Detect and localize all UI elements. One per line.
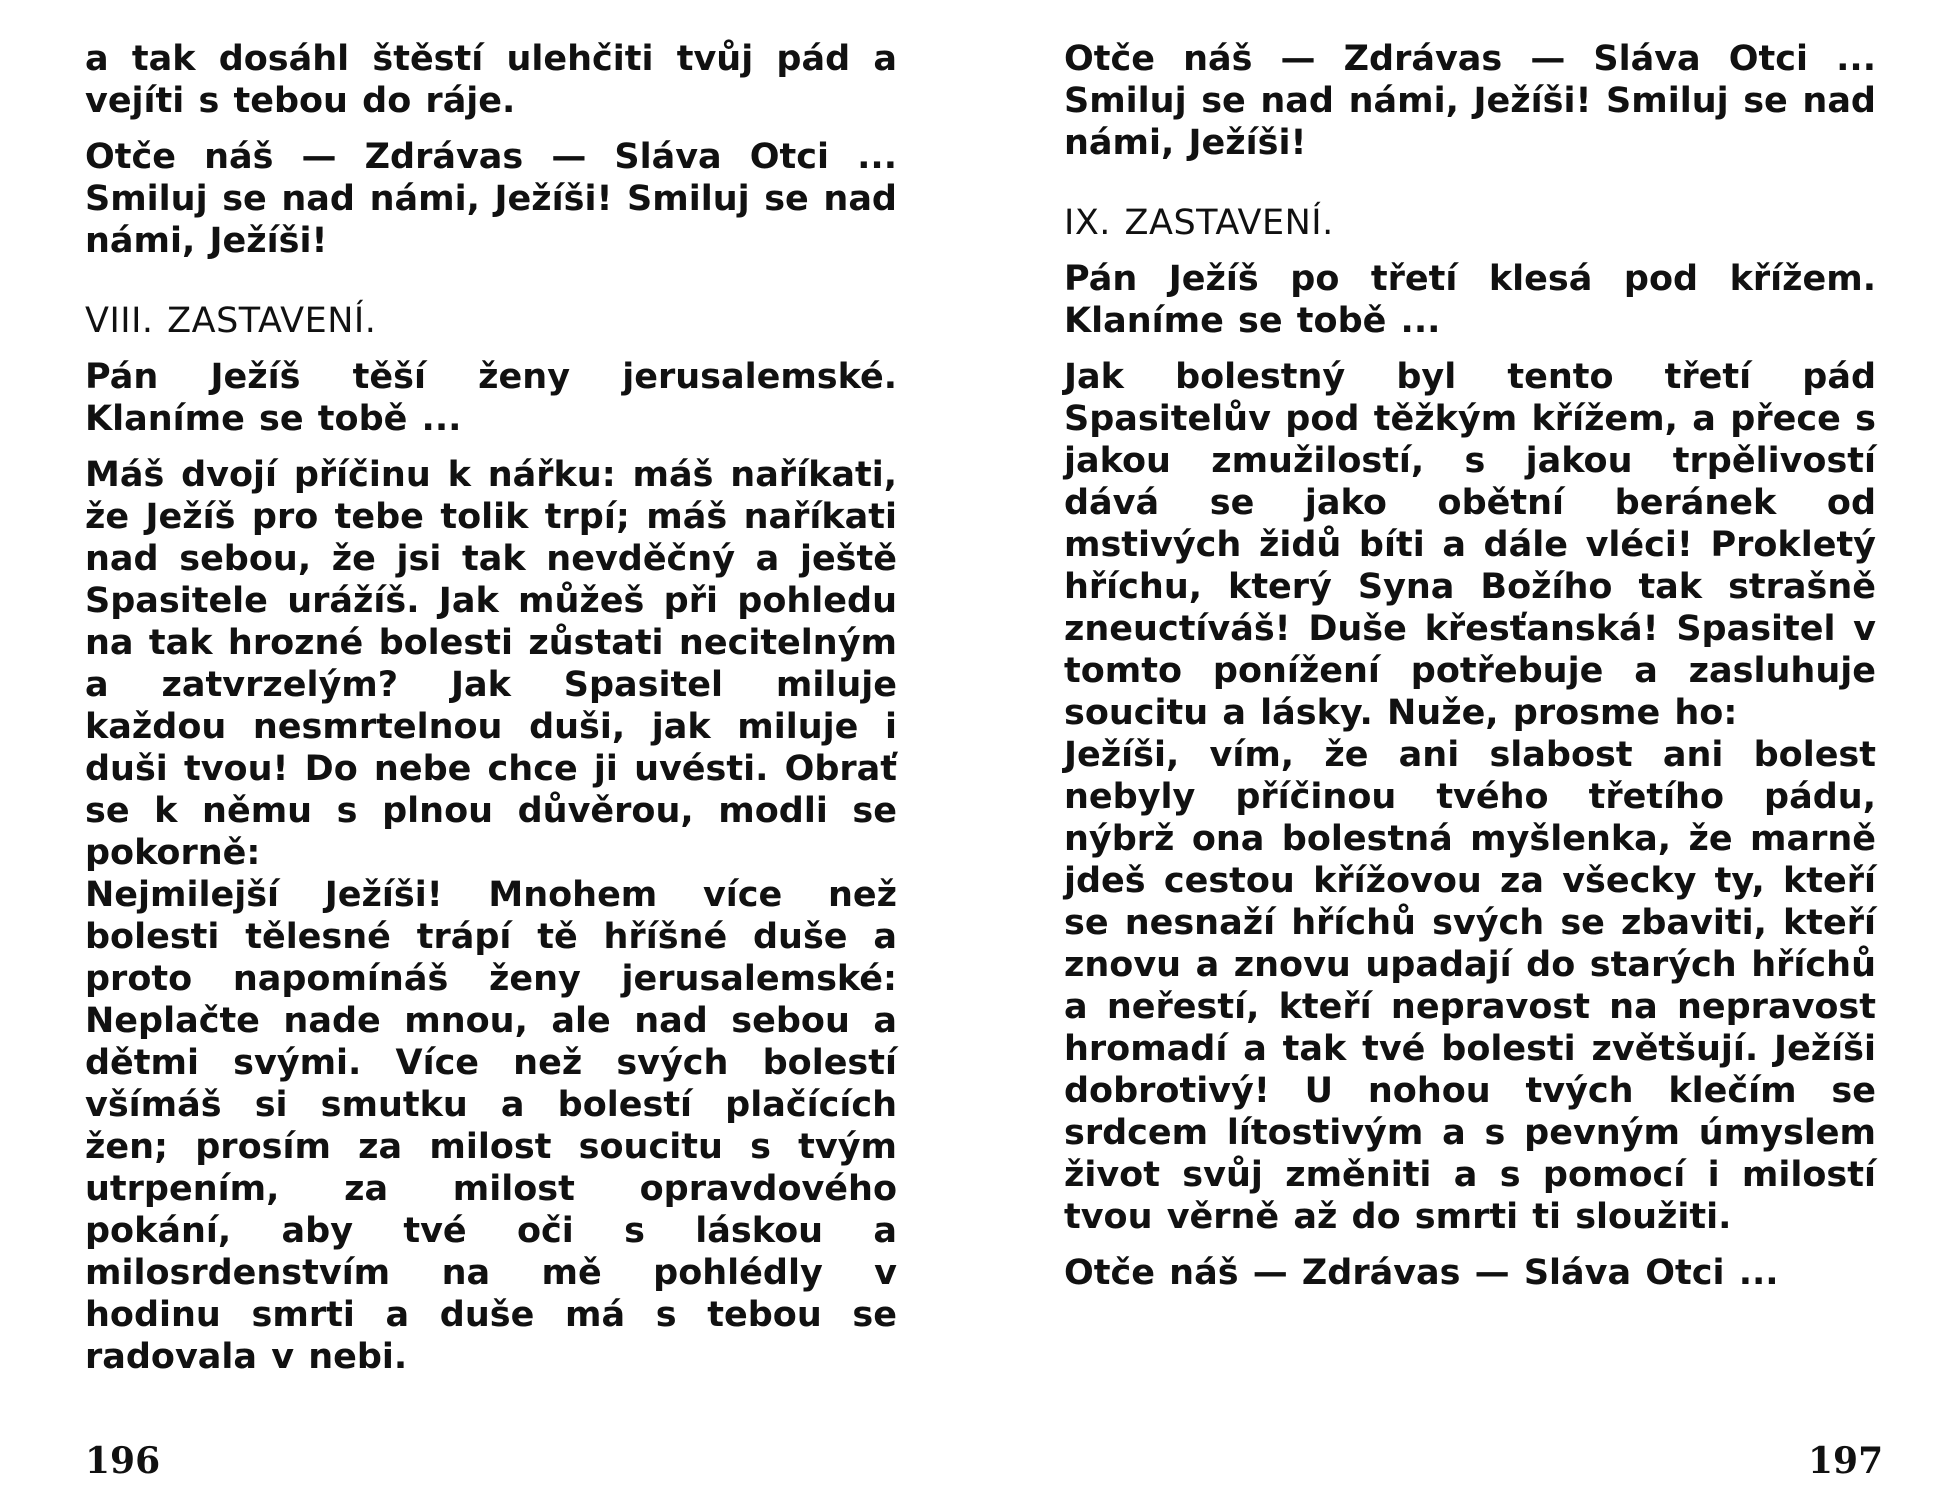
prayer-refrain: Otče náš — Zdrávas — Sláva Otci ... Smiluj se nad námi, Ježíši! Smiluj se nad námi, Ježíši!: [1064, 39, 1876, 163]
meditation-paragraph: Jak bolestný byl tento třetí pád Spasitelův pod těžkým křížem, a přece s jakou zmužilostí, s jakou trpělivostí dává se jako obětní beránek od mstivých židů bíti a dále vléci! Prokletý hříchu, který Syna Božího tak strašně zneuctíváš! Duše křesťanská! Spasitel v tomto ponížení potřebuje a zasluhuje soucitu a lásky. Nuže, prosme ho:: [1064, 357, 1876, 733]
station-heading-ix: IX. ZASTAVENÍ.: [1064, 203, 1334, 243]
prayer-refrain: Otče náš — Zdrávas — Sláva Otci ... Smiluj se nad námi, Ježíši! Smiluj se nad námi, Ježíši!: [85, 137, 897, 261]
closing-sentence: a tak dosáhl štěstí ulehčiti tvůj pád a vejíti s tebou do ráje.: [85, 39, 897, 121]
meditation-paragraph: Máš dvojí příčinu k nářku: máš naříkati, že Ježíš pro tebe tolik trpí; máš naříkati nad sebou, že jsi tak nevděčný a ještě Spasitele urážíš. Jak můžeš při pohledu na tak hrozné bolesti zůstati necitelným a zatvrzelým? Jak Spasitel miluje každou nesmrtelnou duši, jak miluje i duši tvou! Do nebe chce ji uvésti. Obrať se k němu s plnou důvěrou, modli se pokorně:: [85, 455, 897, 873]
prayer-refrain-closing: Otče náš — Zdrávas — Sláva Otci ...: [1064, 1253, 1779, 1293]
left-page: [0, 0, 973, 1500]
station-title: Pán Ježíš po třetí klesá pod křížem. Klaníme se tobě ...: [1064, 259, 1876, 341]
right-page-text: [1064, 38, 1876, 1308]
page-number-left: 196: [85, 1440, 161, 1482]
page-number-right: 197: [1808, 1440, 1884, 1482]
prayer-paragraph: Ježíši, vím, že ani slabost ani bolest nebyly příčinou tvého třetího pádu, nýbrž ona bolestná myšlenka, že marně jdeš cestou křížovou za všecky ty, kteří se nesnaží hříchů svých se zbaviti, kteří znovu a znovu upadají do starých hříchů a neřestí, kteří nepravost na nepravost hromadí a tak tvé bolesti zvětšují. Ježíši dobrotivý! U nohou tvých klečím se srdcem lítostivým a s pevným úmyslem život svůj změniti a s pomocí i milostí tvou věrně až do smrti ti sloužiti.: [1064, 735, 1876, 1237]
station-heading-viii: VIII. ZASTAVENÍ.: [85, 301, 377, 341]
left-page-text: [85, 38, 897, 1392]
prayer-paragraph: Nejmilejší Ježíši! Mnohem více než bolesti tělesné trápí tě hříšné duše a proto napomínáš ženy jerusalemské: Neplačte nade mnou, ale nad sebou a dětmi svými. Více než svých bolestí všímáš si smutku a bolestí plačících žen; prosím za milost soucitu s tvým utrpením, za milost opravdového pokání, aby tvé oči s láskou a milosrdenstvím na mě pohlédly v hodinu smrti a duše má s tebou se radovala v nebi.: [85, 875, 897, 1377]
station-title: Pán Ježíš těší ženy jerusalemské. Klaníme se tobě ...: [85, 357, 897, 439]
